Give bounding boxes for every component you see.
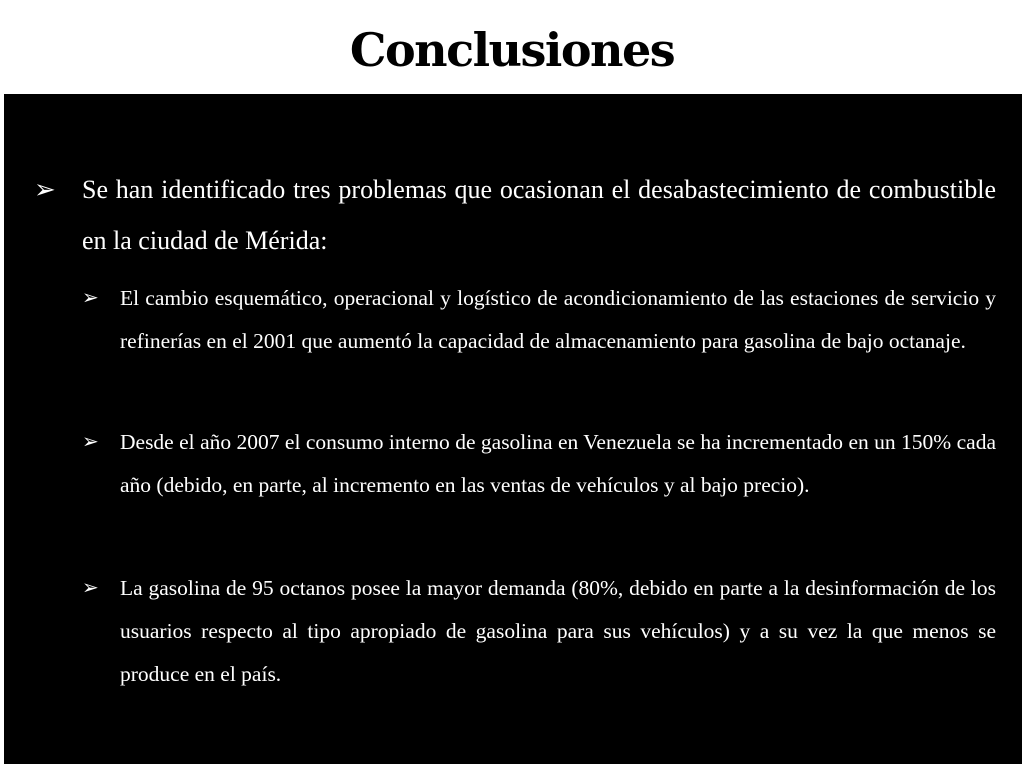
arrow-bullet-icon: ➢ [34,175,56,204]
slide-title: Conclusiones [349,23,675,77]
sub-bullet [82,421,996,507]
sub-bullet-text: La gasolina de 95 octanos posee la mayor demanda (80%, debido en parte a la desinformación de los usuarios respecto al tipo apropiado de gasolina para sus vehículos) y a su vez la que menos se produce en el país. [120,576,996,686]
arrow-bullet-icon: ➢ [82,287,99,309]
sub-bullet-text: Desde el año 2007 el consumo interno de gasolina en Venezuela se ha incrementado en un 150% cada año (debido, en parte, al incremento en las ventas de vehículos y al bajo precio). [120,430,996,497]
arrow-bullet-icon: ➢ [82,577,99,599]
sub-bullet-text: El cambio esquemático, operacional y logístico de acondicionamiento de las estaciones de servicio y refinerías en el 2001 que aumentó la capacidad de almacenamiento para gasolina de bajo octanaje. [120,286,996,353]
sub-bullet [82,277,996,363]
main-bullet-text: Se han identificado tres problemas que ocasionan el desabastecimiento de combustible en la ciudad de Mérida: [82,175,996,255]
content-box [4,94,1022,764]
sub-bullet [82,567,996,696]
arrow-bullet-icon: ➢ [82,431,99,453]
main-bullet [34,164,996,266]
